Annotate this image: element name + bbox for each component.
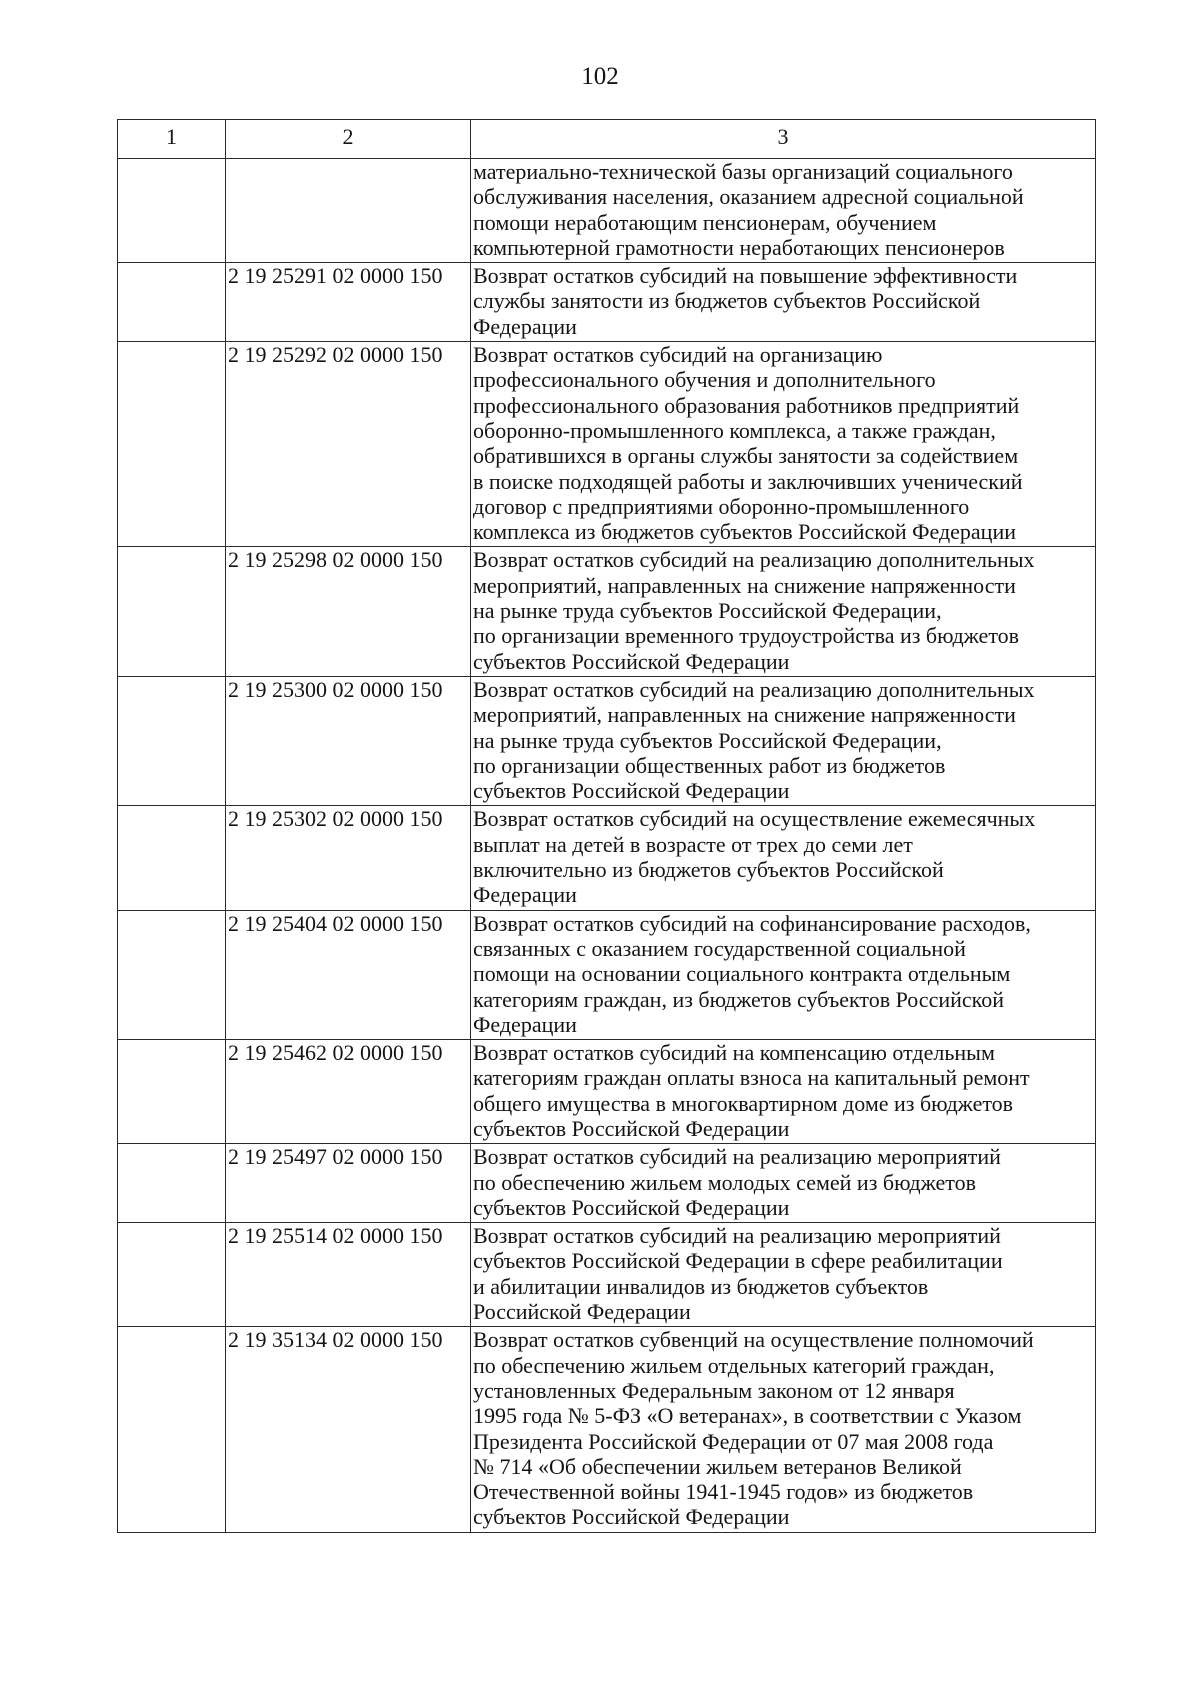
description-line: Российской Федерации: [473, 1299, 691, 1325]
description-line: мероприятий, направленных на снижение напряженности: [473, 572, 1016, 598]
description-line: Федерации: [473, 882, 577, 908]
budget-code-cell: 2 19 25291 02 0000 150: [226, 263, 471, 342]
description-line: Президента Российской Федерации от 07 мая 2008 года: [473, 1428, 994, 1454]
description-line: № 714 «Об обеспечении жильем ветеранов Великой: [473, 1453, 962, 1479]
table-row: [118, 1040, 1096, 1144]
description-line: Возврат остатков субсидий на реализацию мероприятий: [473, 1223, 1001, 1249]
description-line: помощи на основании социального контракта отдельным: [473, 961, 1011, 987]
description-line: категориям граждан оплаты взноса на капитальный ремонт: [473, 1065, 1030, 1091]
budget-code-cell: 2 19 25302 02 0000 150: [226, 806, 471, 910]
description-line: субъектов Российской Федерации: [473, 1504, 790, 1530]
budget-code-cell: 2 19 25462 02 0000 150: [226, 1040, 471, 1144]
description-cell: [471, 547, 1096, 676]
description-line: категориям граждан, из бюджетов субъектов Российской: [473, 986, 1004, 1012]
description-line: комплекса из бюджетов субъектов Российской Федерации: [473, 519, 1016, 545]
table-row: [118, 1144, 1096, 1223]
row-number-cell: [118, 806, 226, 910]
description-line: Возврат остатков субвенций на осуществление полномочий: [473, 1327, 1034, 1353]
budget-code-cell: 2 19 25298 02 0000 150: [226, 547, 471, 676]
table-row: [118, 342, 1096, 547]
row-number-cell: [118, 1327, 226, 1532]
description-line: субъектов Российской Федерации в сфере реабилитации: [473, 1248, 1003, 1274]
description-line: субъектов Российской Федерации: [473, 648, 790, 674]
description-line: мероприятий, направленных на снижение напряженности: [473, 702, 1016, 728]
row-number-cell: [118, 263, 226, 342]
table-row: [118, 547, 1096, 676]
table-row: [118, 806, 1096, 910]
row-number-cell: [118, 159, 226, 263]
description-cell: [471, 806, 1096, 910]
description-line: службы занятости из бюджетов субъектов Российской: [473, 288, 981, 314]
description-line: и абилитации инвалидов из бюджетов субъектов: [473, 1273, 929, 1299]
budget-code-cell: 2 19 35134 02 0000 150: [226, 1327, 471, 1532]
budget-code-cell: 2 19 25497 02 0000 150: [226, 1144, 471, 1223]
table-body: [118, 120, 1096, 1533]
description-line: Федерации: [473, 313, 577, 339]
description-line: помощи неработающим пенсионерам, обучением: [473, 209, 937, 235]
table-row: [118, 1327, 1096, 1532]
description-line: Возврат остатков субсидий на организацию: [473, 342, 883, 368]
budget-codes-table: [117, 119, 1096, 1533]
description-line: договор с предприятиями оборонно-промышленного: [473, 493, 970, 519]
description-line: выплат на детей в возрасте от трех до семи лет: [473, 831, 913, 857]
description-line: по обеспечению жильем молодых семей из бюджетов: [473, 1169, 976, 1195]
row-number-cell: [118, 1223, 226, 1327]
description-line: Возврат остатков субсидий на повышение эффективности: [473, 263, 1018, 289]
row-number-cell: [118, 1144, 226, 1223]
table-row: [118, 159, 1096, 263]
budget-code-cell: [226, 159, 471, 263]
description-line: Возврат остатков субсидий на софинансирование расходов,: [473, 910, 1031, 936]
description-line: 1995 года № 5-ФЗ «О ветеранах», в соответствии с Указом: [473, 1403, 1022, 1429]
description-cell: [471, 1040, 1096, 1144]
description-cell: [471, 159, 1096, 263]
page-number: 102: [581, 63, 619, 90]
header-col-2: 2: [226, 120, 471, 159]
description-line: Возврат остатков субсидий на реализацию мероприятий: [473, 1144, 1001, 1170]
description-line: установленных Федеральным законом от 12 января: [473, 1377, 955, 1403]
row-number-cell: [118, 1040, 226, 1144]
description-line: на рынке труда субъектов Российской Федерации,: [473, 598, 942, 624]
header-col-1: 1: [118, 120, 226, 159]
description-cell: [471, 910, 1096, 1039]
budget-code-cell: 2 19 25404 02 0000 150: [226, 910, 471, 1039]
description-line: в поиске подходящей работы и заключивших ученический: [473, 468, 1023, 494]
description-line: субъектов Российской Федерации: [473, 1194, 790, 1220]
description-line: Возврат остатков субсидий на реализацию дополнительных: [473, 676, 1035, 702]
description-cell: [471, 1327, 1096, 1532]
description-line: включительно из бюджетов субъектов Российской: [473, 857, 944, 883]
row-number-cell: [118, 910, 226, 1039]
description-line: профессионального обучения и дополнительного: [473, 367, 936, 393]
description-line: Возврат остатков субсидий на реализацию дополнительных: [473, 547, 1035, 573]
description-line: профессионального образования работников предприятий: [473, 392, 1020, 418]
description-cell: [471, 676, 1096, 805]
row-number-cell: [118, 547, 226, 676]
description-line: компьютерной грамотности неработающих пенсионеров: [473, 234, 1005, 260]
description-cell: [471, 342, 1096, 547]
description-line: Возврат остатков субсидий на осуществление ежемесячных: [473, 806, 1036, 832]
row-number-cell: [118, 342, 226, 547]
description-line: субъектов Российской Федерации: [473, 1115, 790, 1141]
description-line: обслуживания населения, оказанием адресной социальной: [473, 184, 1024, 210]
description-cell: [471, 1144, 1096, 1223]
table-row: [118, 910, 1096, 1039]
description-line: по обеспечению жильем отдельных категорий граждан,: [473, 1352, 995, 1378]
description-line: материально-технической базы организаций социального: [473, 159, 1013, 184]
budget-code-cell: 2 19 25292 02 0000 150: [226, 342, 471, 547]
table-row: [118, 263, 1096, 342]
description-cell: [471, 263, 1096, 342]
description-line: по организации временного трудоустройства из бюджетов: [473, 623, 1020, 649]
budget-code-cell: 2 19 25300 02 0000 150: [226, 676, 471, 805]
description-cell: [471, 1223, 1096, 1327]
description-line: Возврат остатков субсидий на компенсацию отдельным: [473, 1040, 995, 1066]
header-col-3: 3: [471, 120, 1096, 159]
description-line: Отечественной войны 1941-1945 годов» из бюджетов: [473, 1479, 974, 1505]
table-row: [118, 1223, 1096, 1327]
description-line: Федерации: [473, 1011, 577, 1037]
description-line: на рынке труда субъектов Российской Федерации,: [473, 727, 942, 753]
description-line: по организации общественных работ из бюджетов: [473, 752, 946, 778]
description-line: оборонно-промышленного комплекса, а также граждан,: [473, 417, 996, 443]
description-line: общего имущества в многоквартирном доме из бюджетов: [473, 1090, 1014, 1116]
description-line: субъектов Российской Федерации: [473, 778, 790, 804]
table-row: [118, 676, 1096, 805]
table-header-row: [118, 120, 1096, 159]
description-line: связанных с оказанием государственной социальной: [473, 935, 966, 961]
budget-code-cell: 2 19 25514 02 0000 150: [226, 1223, 471, 1327]
row-number-cell: [118, 676, 226, 805]
description-line: обратившихся в органы службы занятости за содействием: [473, 443, 1019, 469]
